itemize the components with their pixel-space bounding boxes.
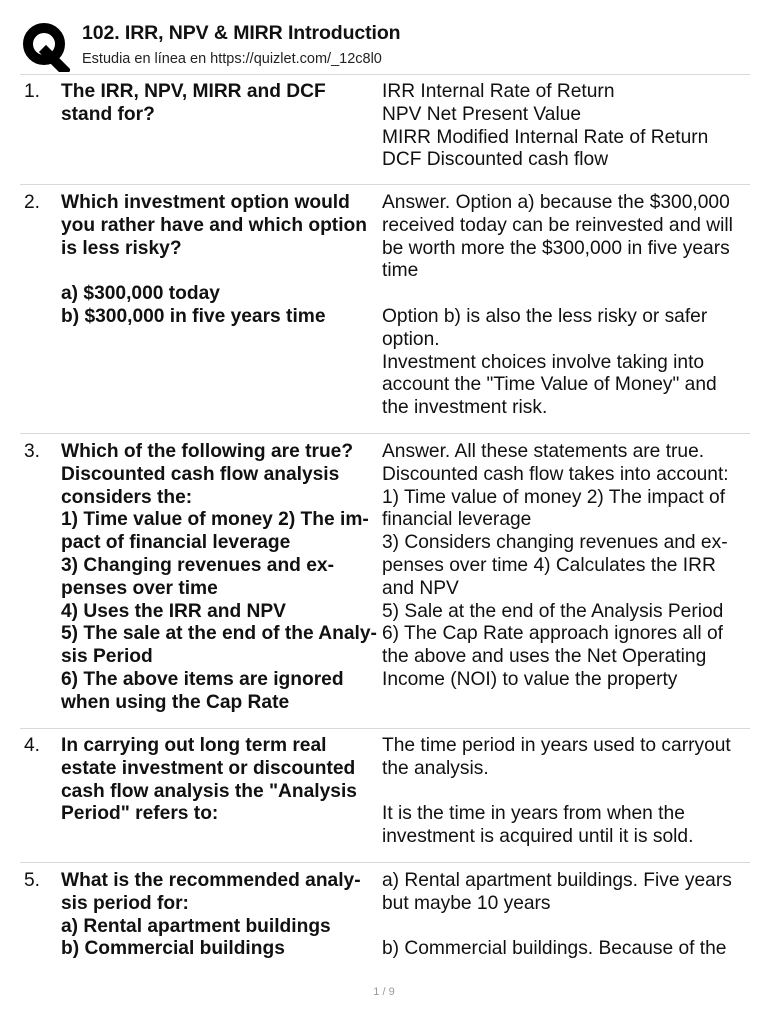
term-line: 6) The above items are ignored — [61, 668, 344, 690]
definition-line: investment is acquired until it is sold. — [382, 826, 694, 848]
term-line: What is the recommended analy- — [61, 870, 361, 891]
term-line: stand for? — [61, 103, 155, 125]
definition-line: the above and uses the Net Operating — [382, 646, 707, 668]
definition-line — [382, 916, 752, 939]
definition-line: It is the time in years from when the — [382, 803, 685, 825]
term-line: b) Commercial buildings — [61, 938, 285, 960]
definition-line: IRR Internal Rate of Return — [382, 81, 615, 102]
card-number: 2. — [24, 192, 41, 213]
card-number: 5. — [24, 870, 41, 891]
definition-line: the investment risk. — [382, 397, 548, 419]
card-number: 4. — [24, 735, 41, 756]
definition-line — [382, 283, 752, 306]
card-divider — [20, 433, 750, 434]
definition-line: received today can be reinvested and will — [382, 214, 733, 236]
card-definition — [382, 870, 752, 961]
definition-line: 6) The Cap Rate approach ignores all of — [382, 623, 723, 645]
definition-line: financial leverage — [382, 509, 532, 531]
page-title: 102. IRR, NPV & MIRR Introduction — [82, 22, 401, 44]
term-line: you rather have and which option — [61, 214, 367, 236]
term-line: 3) Changing revenues and ex- — [61, 554, 334, 576]
card-number: 3. — [24, 441, 41, 462]
definition-line: Answer. All these statements are true. — [382, 441, 705, 462]
definition-line: 1) Time value of money 2) The impact of — [382, 486, 726, 508]
term-line: 4) Uses the IRR and NPV — [61, 600, 286, 622]
card-divider — [20, 862, 750, 863]
term-line: The IRR, NPV, MIRR and DCF — [61, 81, 326, 102]
term-line: In carrying out long term real — [61, 735, 327, 756]
definition-line: and NPV — [382, 577, 459, 599]
card-definition — [382, 192, 752, 420]
card-term — [61, 735, 379, 826]
term-line: pact of financial leverage — [61, 532, 291, 554]
definition-line: account the "Time Value of Money" and — [382, 374, 717, 396]
card-term — [61, 441, 379, 715]
term-line: a) Rental apartment buildings — [61, 915, 331, 937]
card-definition — [382, 735, 752, 849]
term-line: 5) The sale at the end of the Analy- — [61, 623, 377, 645]
definition-line: a) Rental apartment buildings. Five years — [382, 870, 732, 891]
definition-line: DCF Discounted cash flow — [382, 149, 609, 171]
term-line: 1) Time value of money 2) The im- — [61, 509, 369, 531]
card-divider — [20, 184, 750, 185]
term-line: Which of the following are true? — [61, 441, 354, 462]
term-line: estate investment or discounted — [61, 757, 356, 779]
term-line — [61, 260, 379, 283]
definition-line: Option b) is also the less risky or safer — [382, 305, 708, 327]
card-term — [61, 192, 379, 329]
card-number: 1. — [24, 81, 41, 102]
definition-line: be worth more the $300,000 in five years — [382, 237, 730, 259]
term-line: is less risky? — [61, 237, 182, 259]
definition-line: b) Commercial buildings. Because of the — [382, 938, 727, 960]
definition-line: 5) Sale at the end of the Analysis Period — [382, 600, 724, 622]
term-line: sis Period — [61, 646, 153, 668]
term-line: considers the: — [61, 486, 193, 508]
definition-line: penses over time 4) Calculates the IRR — [382, 554, 716, 576]
definition-line: Answer. Option a) because the $300,000 — [382, 192, 730, 213]
page-subtitle: Estudia en línea en https://quizlet.com/_12c8l0 — [82, 51, 382, 67]
card-definition — [382, 81, 752, 172]
term-line: sis period for: — [61, 892, 189, 914]
header-divider — [20, 74, 750, 75]
term-line: Which investment option would — [61, 192, 350, 213]
definition-line: time — [382, 260, 419, 282]
document-header — [20, 16, 750, 76]
definition-line: NPV Net Present Value — [382, 103, 582, 125]
definition-line: option. — [382, 328, 440, 350]
definition-line: Discounted cash flow takes into account: — [382, 463, 729, 485]
term-line: penses over time — [61, 577, 218, 599]
card-divider — [20, 728, 750, 729]
term-line: cash flow analysis the "Analysis — [61, 780, 357, 802]
definition-line — [382, 781, 752, 804]
definition-line: but maybe 10 years — [382, 892, 551, 914]
quizlet-q-logo-icon — [22, 22, 70, 72]
page-indicator: 1 / 9 — [373, 986, 395, 998]
term-line: Discounted cash flow analysis — [61, 463, 340, 485]
term-line: b) $300,000 in five years time — [61, 305, 326, 327]
definition-line: The time period in years used to carryout — [382, 735, 731, 756]
term-line: when using the Cap Rate — [61, 691, 290, 713]
definition-line: Income (NOI) to value the property — [382, 668, 678, 690]
card-term — [61, 870, 379, 961]
term-line: Period" refers to: — [61, 803, 219, 825]
definition-line: the analysis. — [382, 757, 489, 779]
term-line: a) $300,000 today — [61, 283, 220, 305]
definition-line: 3) Considers changing revenues and ex- — [382, 532, 728, 554]
definition-line: MIRR Modified Internal Rate of Return — [382, 126, 709, 148]
card-term — [61, 81, 379, 127]
card-definition — [382, 441, 752, 692]
definition-line: Investment choices involve taking into — [382, 351, 705, 373]
